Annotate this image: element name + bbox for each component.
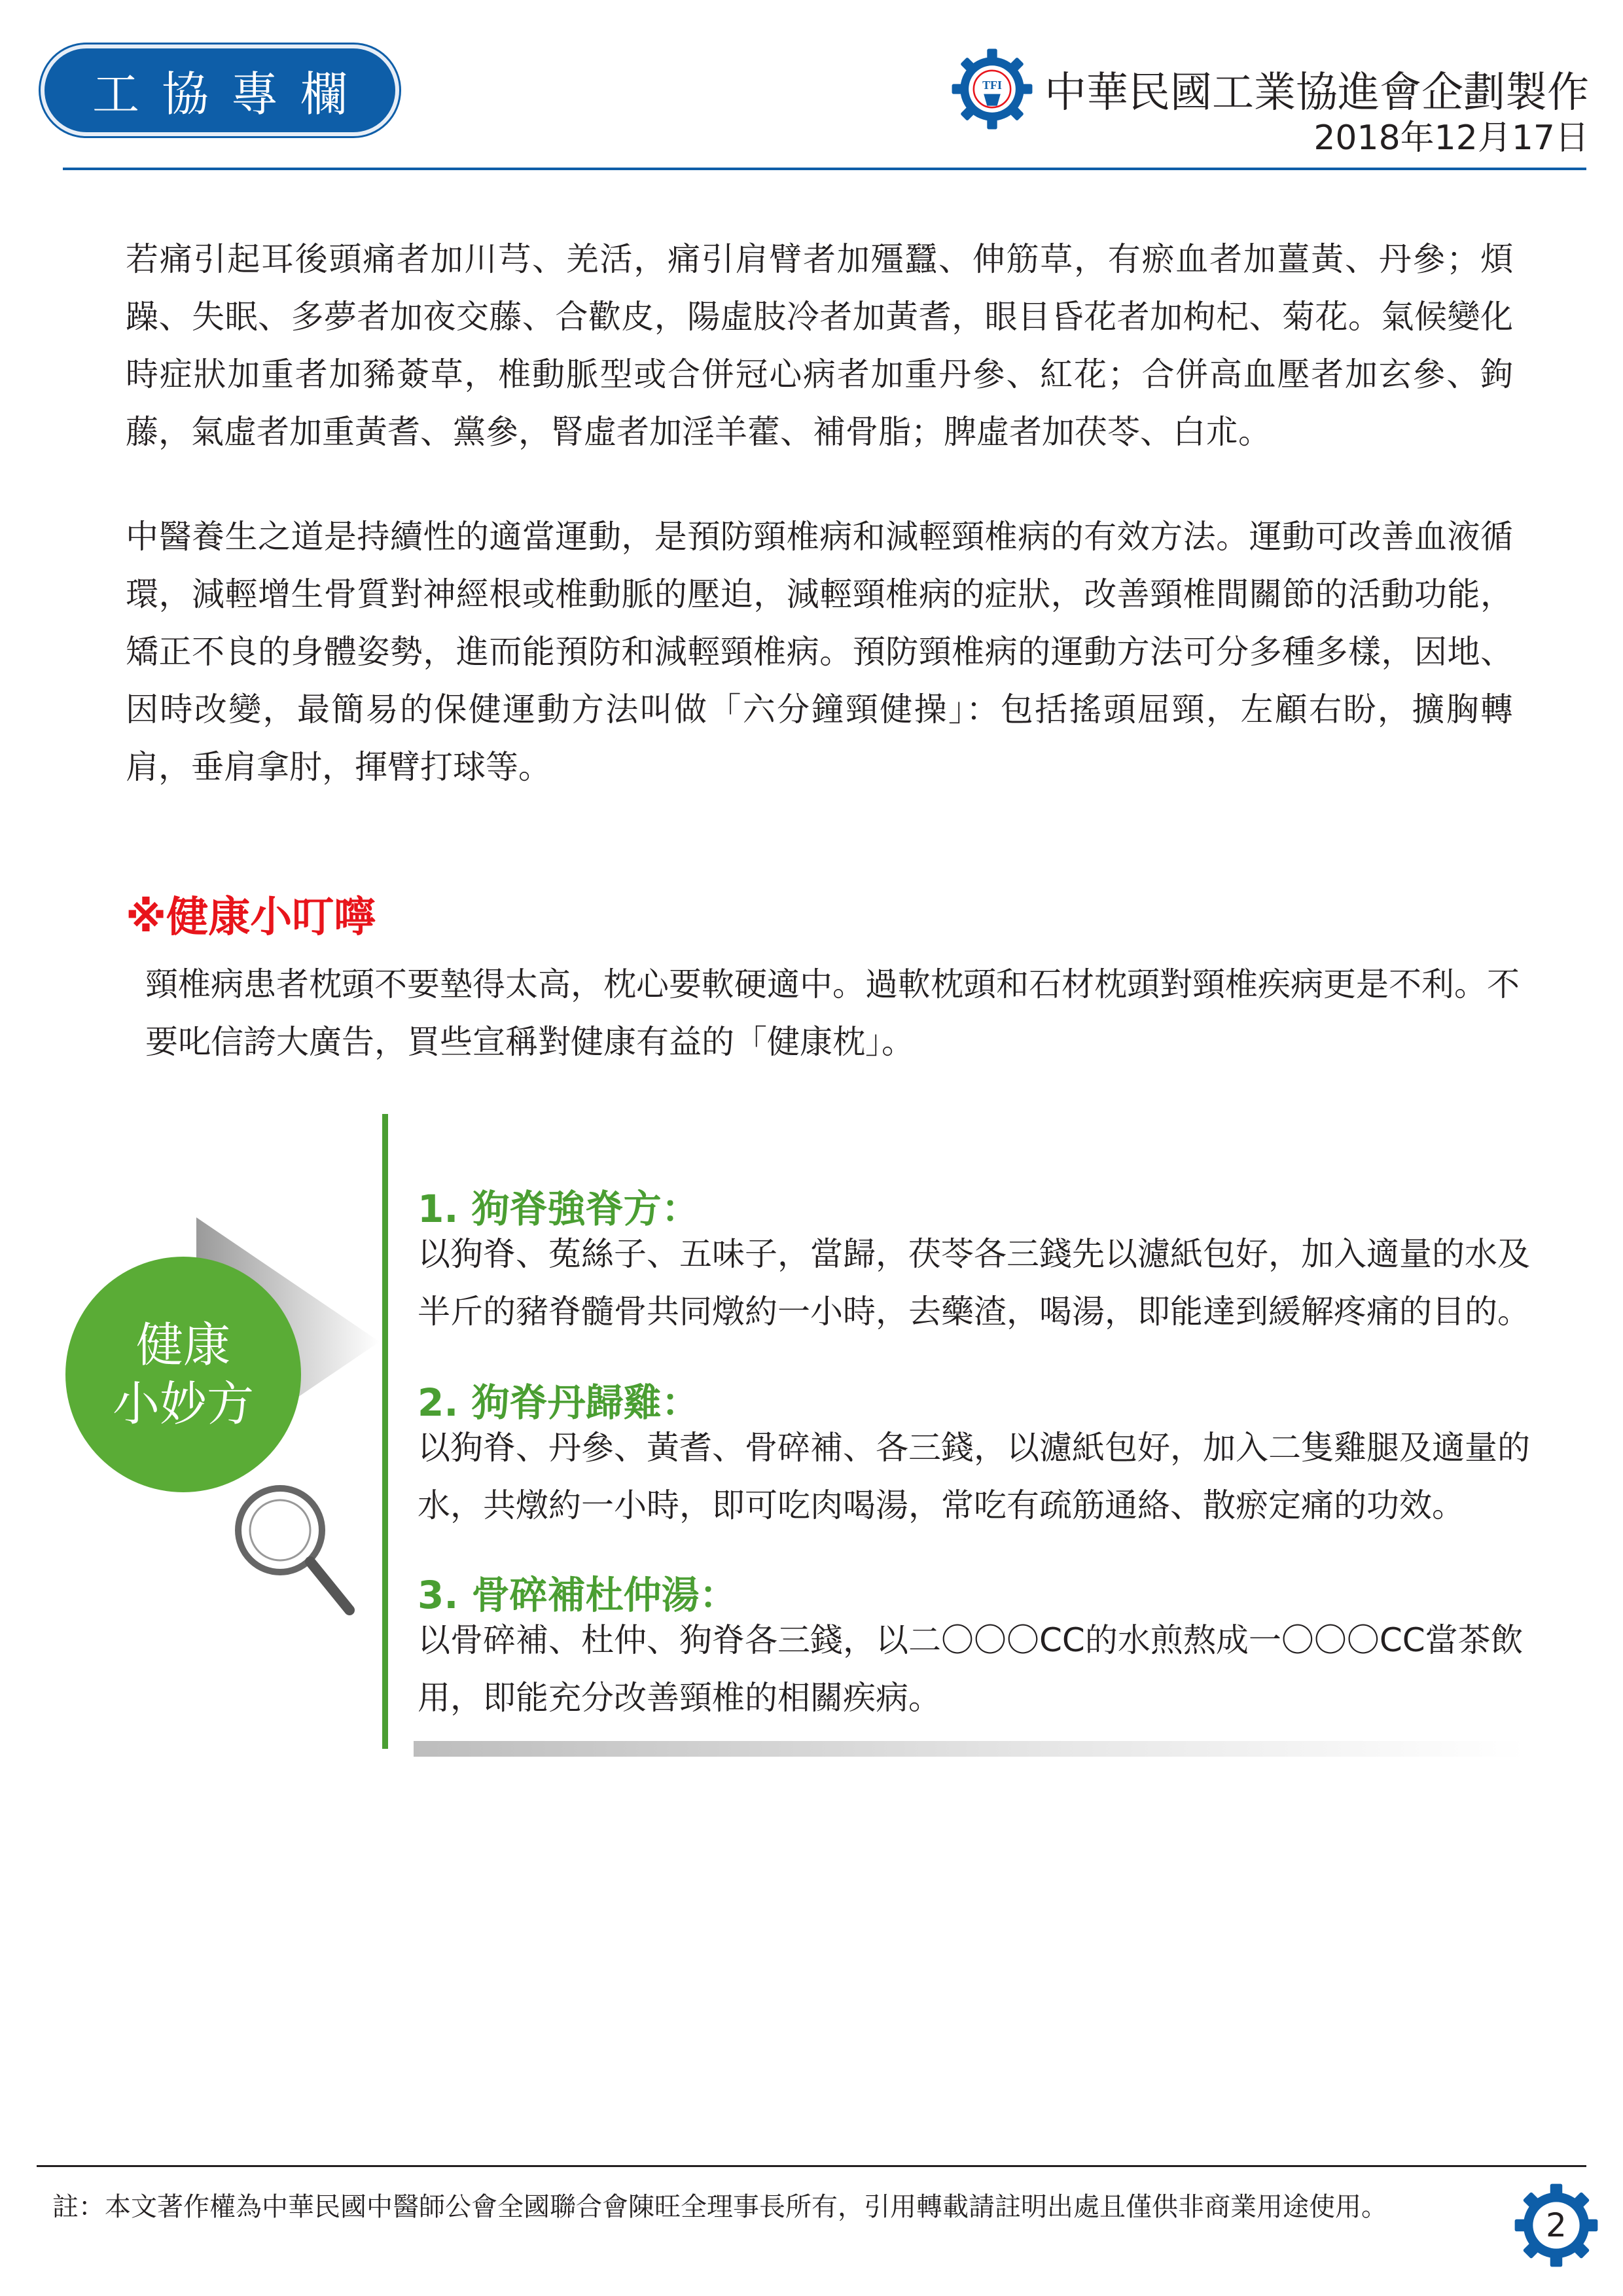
- gear-logo-icon: [950, 47, 1034, 131]
- paragraph-herbal-adjustments: 若痛引起耳後頭痛者加川芎、羌活，痛引肩臂者加殭蠶、伸筋草，有瘀血者加薑黃、丹參；煩躁、失眠、多夢者加夜交藤、合歡皮，陽虛肢冷者加黃耆，眼目昏花者加枸杞、菊花。氣候變化時症狀加重者加豨薟草，椎動脈型或合併冠心病者加重丹參、紅花；合併高血壓者加玄參、鉤藤，氣虛者加重黃耆、黨參，腎虛者加淫羊藿、補骨脂；脾虛者加茯苓、白朮。: [126, 240, 1513, 451]
- header-divider: [63, 168, 1586, 170]
- publish-date: 2018年12月17日: [1313, 118, 1589, 158]
- recipe-1-title: 1. 狗脊強脊方：: [418, 1187, 700, 1231]
- copyright-note: 註：本文著作權為中華民國中醫師公會全國聯合會陳旺全理事長所有，引用轉載請註明出處且僅供非商業用途使用。: [52, 2192, 1387, 2222]
- recipe-3-text: 以骨碎補、杜仲、狗脊各三錢，以二〇〇〇CC的水煎熬成一〇〇〇CC當茶飲用，即能充分改善頸椎的相關疾病。: [418, 1621, 1524, 1717]
- badge-line-2: 小妙方: [112, 1376, 254, 1431]
- section-bottom-bar: [414, 1741, 1526, 1757]
- logo-lettering: TFI: [982, 79, 1002, 92]
- health-tip-title: ※健康小叮嚀: [126, 893, 376, 942]
- page-number: 2: [1546, 2206, 1567, 2245]
- healthy-tips-badge: [65, 1257, 301, 1492]
- footer-divider: [37, 2165, 1586, 2167]
- gear-page-icon: [1513, 2182, 1599, 2269]
- recipe-2-title: 2. 狗脊丹歸雞：: [418, 1380, 700, 1425]
- recipe-2-text: 以狗脊、丹參、黃耆、骨碎補、各三錢，以濾紙包好，加入二隻雞腿及適量的水，共燉約一小時，即可吃肉喝湯，常吃有疏筋通絡、散瘀定痛的功效。: [418, 1429, 1530, 1524]
- organization-name: 中華民國工業協進會企劃製作: [1044, 69, 1589, 117]
- recipe-1-text: 以狗脊、菟絲子、五味子，當歸，茯苓各三錢先以濾紙包好，加入適量的水及半斤的豬脊髓骨共同燉約一小時，去藥渣，喝湯，即能達到緩解疼痛的目的。: [418, 1235, 1530, 1331]
- health-tip-text: 頸椎病患者枕頭不要墊得太高，枕心要軟硬適中。過軟枕頭和石材枕頭對頸椎疾病更是不利。不要叱信誇大廣告，買些宣稱對健康有益的「健康枕」。: [145, 965, 1520, 1061]
- badge-line-1: 健康: [135, 1318, 230, 1372]
- column-title: 工協專欄: [92, 67, 370, 122]
- column-title-badge: [41, 45, 399, 136]
- paragraph-exercise: 中醫養生之道是持續性的適當運動，是預防頸椎病和減輕頸椎病的有效方法。運動可改善血液循環，減輕增生骨質對神經根或椎動脈的壓迫，減輕頸椎病的症狀，改善頸椎間關節的活動功能，矯正不良的身體姿勢，進而能預防和減輕頸椎病。預防頸椎病的運動方法可分多種多樣，因地、因時改變，最簡易的保健運動方法叫做「六分鐘頸健操」：包括搖頭屈頸，左顧右盼，擴胸轉肩，垂肩拿肘，揮臂打球等。: [126, 518, 1513, 786]
- recipe-3-title: 3. 骨碎補杜仲湯：: [418, 1573, 738, 1617]
- magnifier-icon: [229, 1479, 360, 1623]
